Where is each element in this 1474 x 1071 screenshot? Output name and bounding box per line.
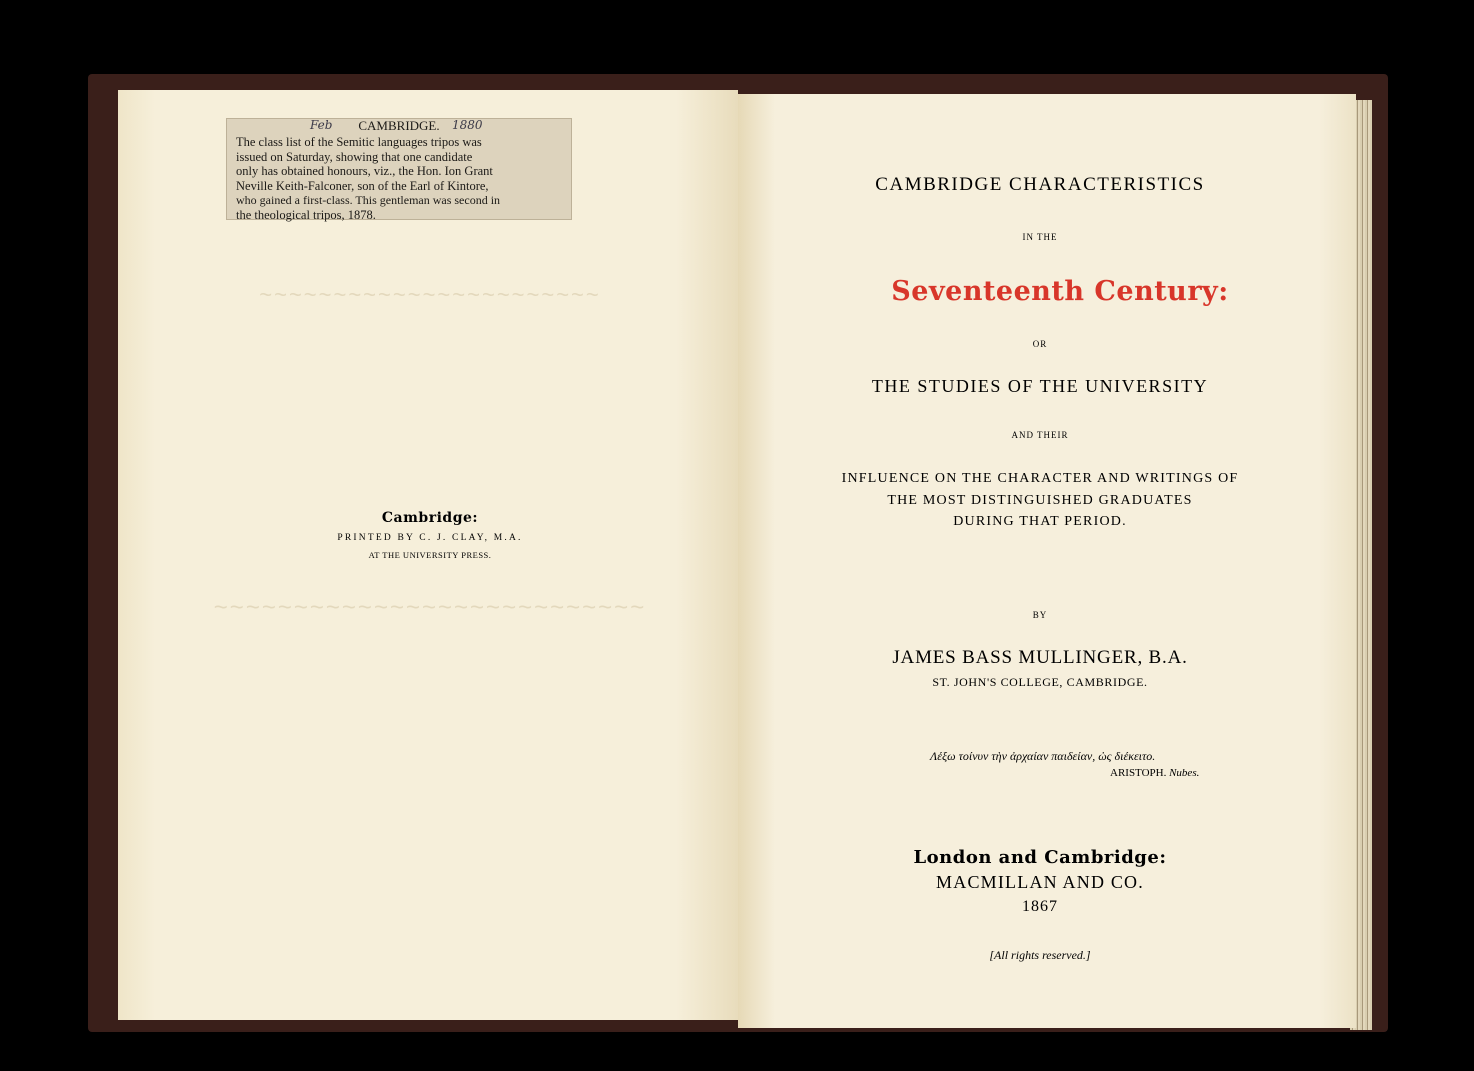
epigraph-source-name: ARISTOPH.: [1110, 767, 1167, 779]
greek-epigraph: Λέξω τοίνυν τὴν ἀρχαίαν παιδείαν, ὡς διέκειτο.: [930, 749, 1156, 763]
clipping-line: the theological tripos, 1878.: [236, 207, 376, 222]
influence-line: INFLUENCE ON THE CHARACTER AND WRITINGS OF: [841, 471, 1239, 486]
author-college: ST. JOHN'S COLLEGE, CAMBRIDGE.: [932, 675, 1148, 689]
author-name: JAMES BASS MULLINGER, B.A.: [892, 647, 1188, 668]
publisher-name: MACMILLAN AND CO.: [936, 872, 1144, 892]
newspaper-clipping: [226, 118, 572, 220]
clipping-body: [236, 135, 566, 222]
in-the-text: IN THE: [1022, 232, 1058, 242]
clipping-line: only has obtained honours, viz., the Hon. Ion Grant: [236, 164, 493, 178]
handwritten-year: 1880: [452, 118, 483, 132]
handwritten-note: Feb: [310, 118, 333, 132]
imprint-place: Cambridge:: [381, 510, 479, 526]
subtitle: THE STUDIES OF THE UNIVERSITY: [871, 376, 1209, 396]
clipping-headline: CAMBRIDGE.: [358, 118, 440, 133]
show-through-text: ~~~~~~~~~~~~~~~~~~~~~~~: [259, 282, 601, 307]
clipping-line: who gained a first-class. This gentleman was second in: [236, 193, 501, 207]
or-text: OR: [1032, 339, 1048, 349]
influence-line: DURING THAT PERIOD.: [953, 514, 1127, 529]
clipping-line: issued on Saturday, showing that one candidate: [236, 149, 473, 164]
imprint-printer: PRINTED BY C. J. CLAY, M.A.: [337, 533, 523, 543]
epigraph-source: [1110, 767, 1199, 779]
publisher-place: London and Cambridge:: [913, 847, 1167, 868]
by-text: BY: [1032, 610, 1048, 620]
clipping-line: The class list of the Semitic languages tripos was: [236, 135, 482, 149]
clipping-line: Neville Keith-Falconer, son of the Earl of Kintore,: [236, 178, 489, 193]
epigraph-source-work: Nubes.: [1169, 767, 1200, 779]
and-their-text: AND THEIR: [1011, 430, 1069, 440]
rights-notice: [All rights reserved.]: [989, 948, 1091, 962]
influence-line: THE MOST DISTINGUISHED GRADUATES: [887, 493, 1193, 508]
title-red: Seventeenth Century:: [891, 276, 1229, 307]
show-through-text: ~~~~~~~~~~~~~~~~~~~~~~~~~~~: [213, 594, 647, 621]
imprint-press: AT THE UNIVERSITY PRESS.: [368, 550, 492, 560]
title-line1: CAMBRIDGE CHARACTERISTICS: [875, 174, 1205, 195]
publication-year: 1867: [1022, 898, 1058, 915]
